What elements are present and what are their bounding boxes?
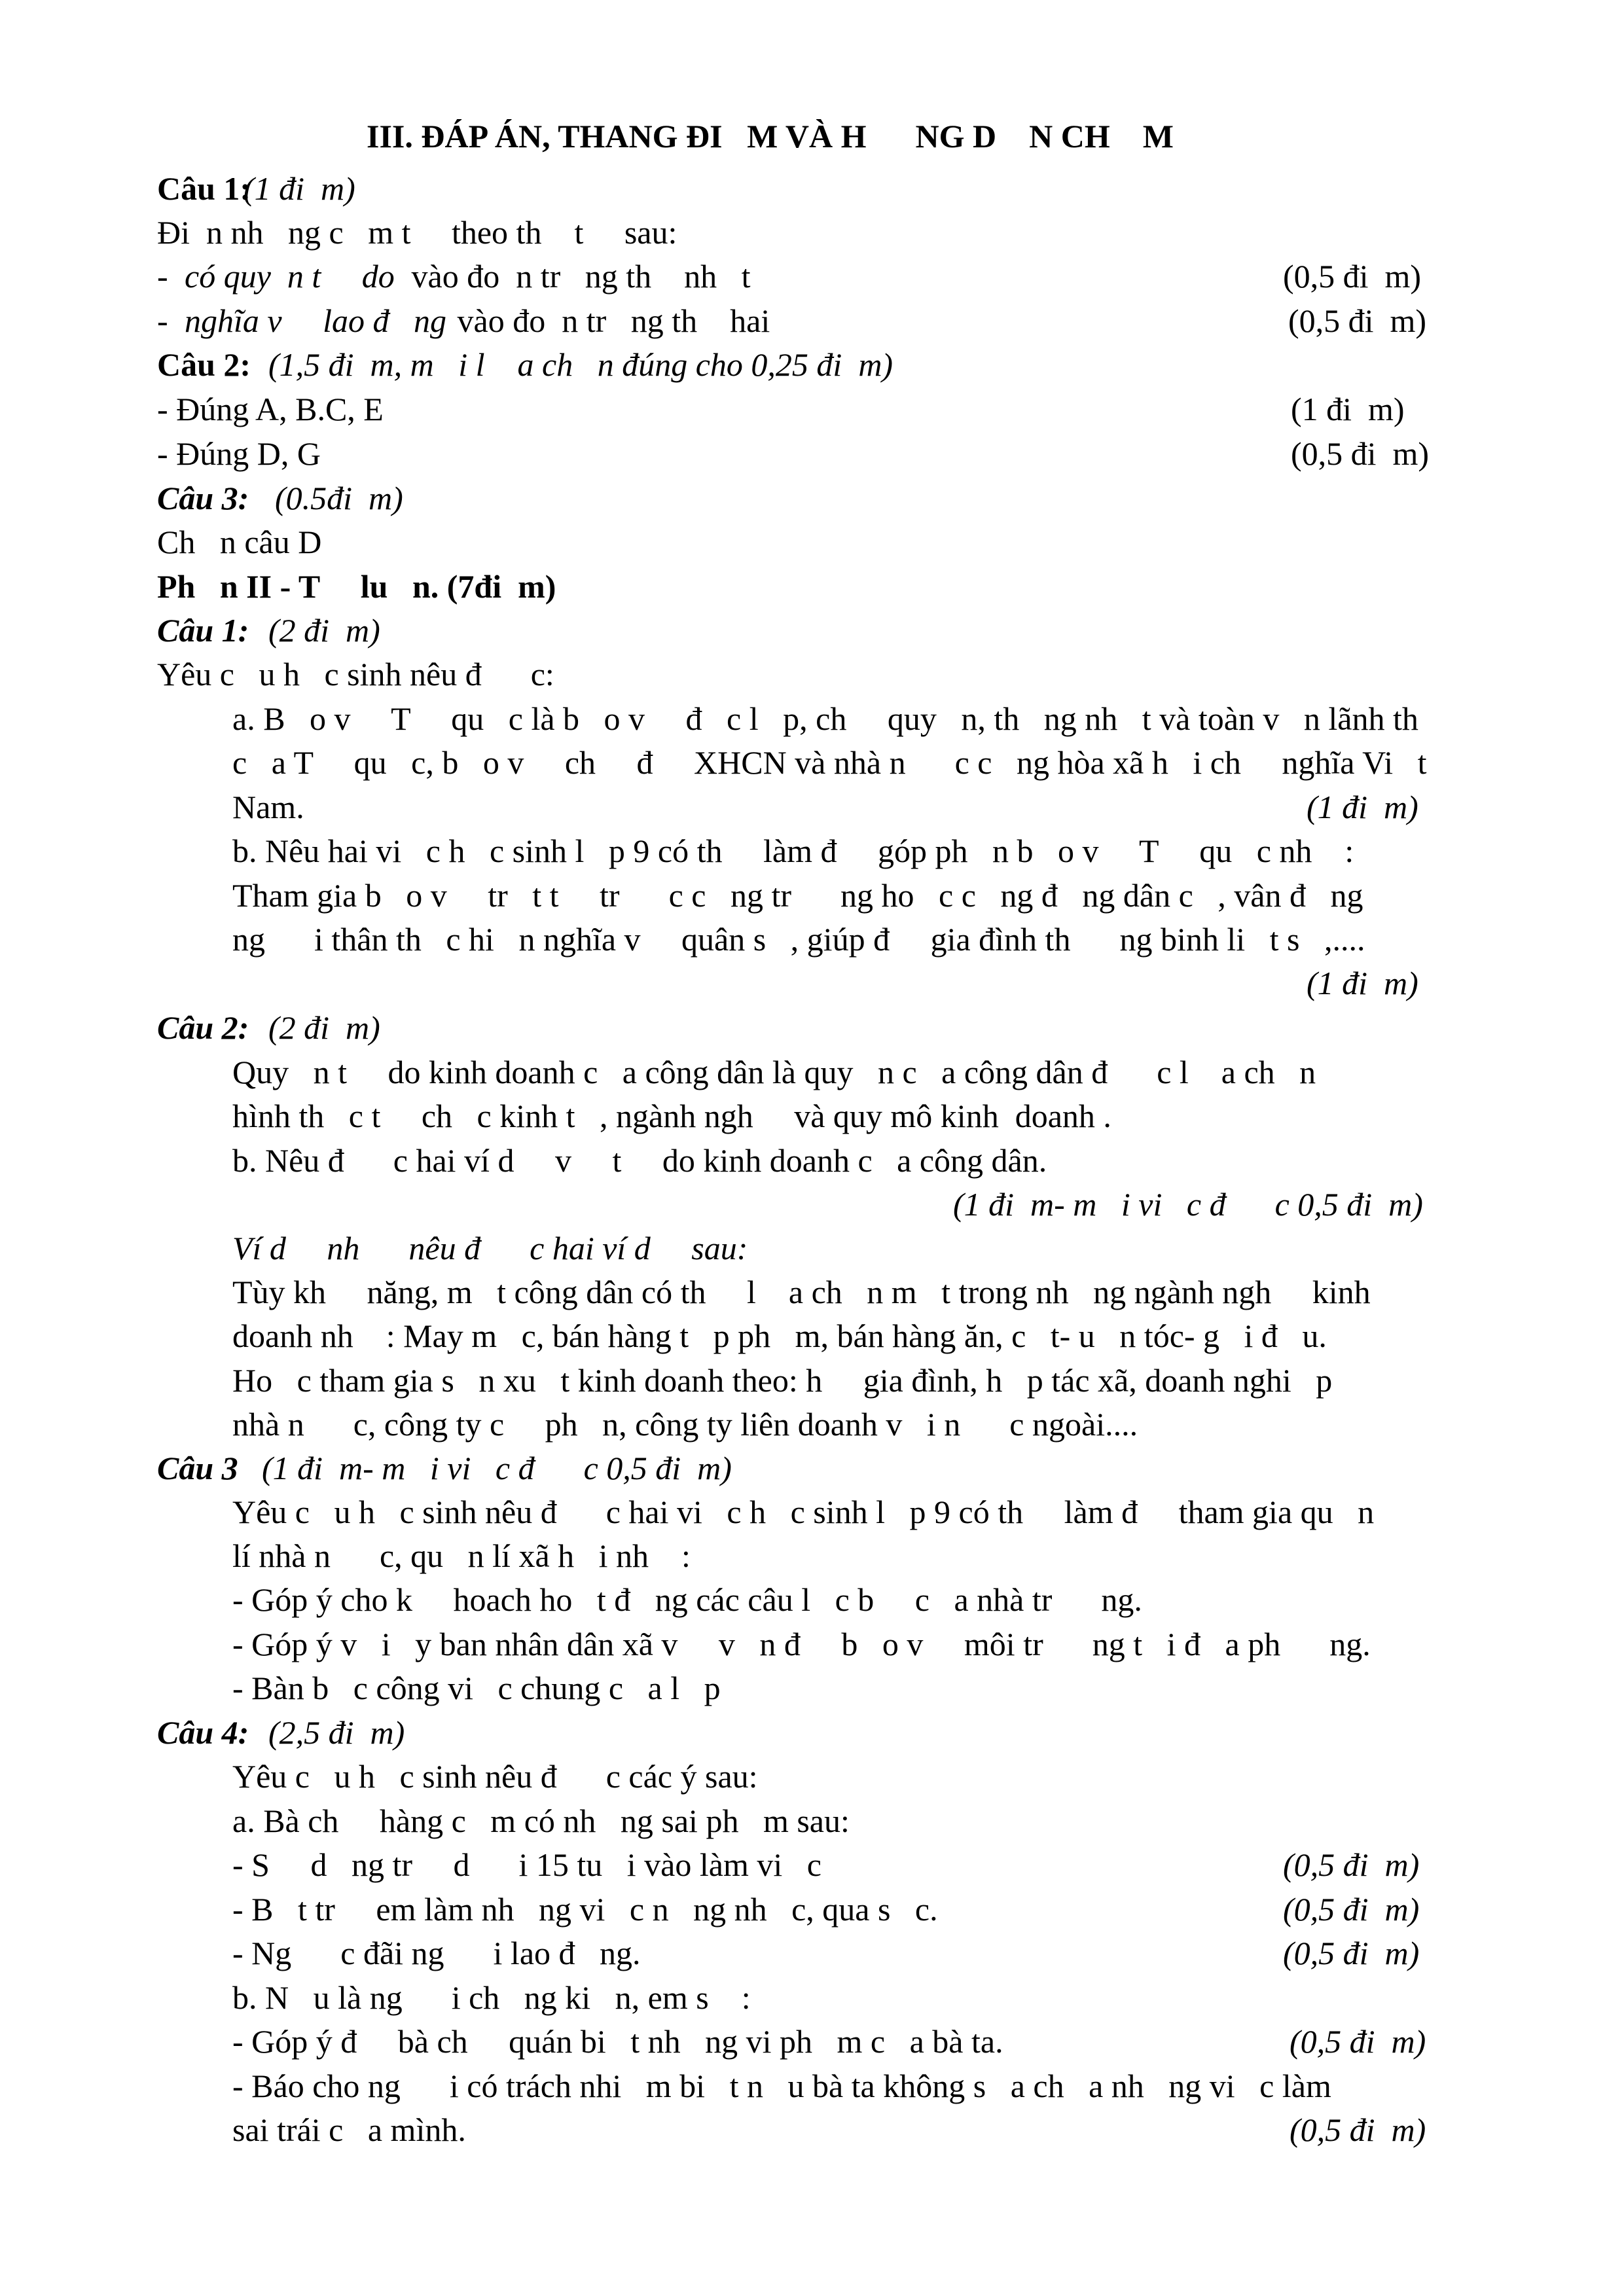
text-line: b. Nêu đ c hai ví d v t do kinh doanh c a công dân. [232, 1142, 1047, 1179]
text-line: - Góp ý đ bà ch quán bi t nh ng vi ph m c a bà ta. [232, 2023, 1003, 2060]
text-line: Ví d nh nêu đ c hai ví d sau: [232, 1230, 748, 1266]
text-line: Ph n II - T lu n. (7đi m) [157, 568, 556, 605]
text-line: - Đúng A, B.C, E [157, 391, 384, 427]
text-line: vào đo n tr ng th hai [449, 302, 770, 339]
text-line: (0,5 đi m) [1283, 1846, 1420, 1883]
text-line: Câu 2: [157, 346, 259, 383]
text-line: Yêu c u h c sinh nêu đ c hai vi c h c sinh l p 9 có th làm đ tham gia qu n [232, 1494, 1375, 1530]
text-line: vào đo n tr ng th nh t [403, 258, 751, 295]
text-line: doanh nh : May m c, bán hàng t p ph m, bán hàng ăn, c t- u n tóc- g i đ u. [232, 1318, 1327, 1354]
text-line: sai trái c a mình. [232, 2111, 466, 2148]
text-line: - Báo cho ng i có trách nhi m bi t n u bà ta không s a ch a nh ng vi c làm [232, 2068, 1331, 2104]
text-line: - Ng c đãi ng i lao đ ng. [232, 1935, 641, 1971]
text-line: b. N u là ng i ch ng ki n, em s : [232, 1979, 751, 2016]
text-line: - Bàn b c công vi c chung c a l p [232, 1670, 721, 1706]
text-line: Câu 3 [157, 1450, 247, 1486]
text-line: Câu 3: [157, 480, 266, 516]
text-line: (1 đi m- m i vi c đ c 0,5 đi m) [953, 1186, 1423, 1223]
text-line: Câu 1: [157, 170, 259, 207]
text-line: (0,5 đi m) [1283, 1891, 1420, 1928]
text-line: - [157, 302, 177, 339]
text-line: - Góp ý v i y ban nhân dân xã v v n đ b o v môi tr ng t i đ a ph ng. [232, 1626, 1371, 1662]
text-line: - B t tr em làm nh ng vi c n ng nh c, qua s c. [232, 1891, 938, 1928]
text-line: (0,5 đi m) [1291, 435, 1430, 472]
text-line: b. Nêu hai vi c h c sinh l p 9 có th làm đ góp ph n b o v T qu c nh : [232, 833, 1354, 869]
text-line: a. Bà ch hàng c m có nh ng sai ph m sau: [232, 1803, 850, 1839]
text-line: (1 đi m) [244, 170, 355, 207]
text-line: (2 đi m) [268, 612, 380, 649]
text-line: Tùy kh năng, m t công dân có th l a ch n m t trong nh ng ngành ngh kinh [232, 1274, 1371, 1310]
text-line: có quy n t do [185, 258, 395, 295]
text-line: (0,5 đi m) [1283, 258, 1422, 295]
text-line: (2 đi m) [268, 1009, 380, 1046]
text-line: - Góp ý cho k hoach ho t đ ng các câu l c b c a nhà tr ng. [232, 1581, 1142, 1618]
text-line: Tham gia b o v tr t t tr c c ng tr ng ho c c ng đ ng dân c , vân đ ng [232, 877, 1363, 914]
text-line: (1 đi m) [1307, 965, 1418, 1001]
text-line: ng i thân th c hi n nghĩa v quân s , giúp đ gia đình th ng binh li t s ,.... [232, 921, 1365, 958]
text-line: Nam. [232, 789, 304, 825]
text-line: Quy n t do kinh doanh c a công dân là quy n c a công dân đ c l a ch n [232, 1054, 1316, 1090]
text-line: Câu 4: [157, 1714, 257, 1751]
text-line: (0.5đi m) [275, 480, 403, 516]
text-line: - S d ng tr d i 15 tu i vào làm vi c [232, 1846, 821, 1883]
text-line: (0,5 đi m) [1290, 2111, 1426, 2148]
text-line: Câu 2: [157, 1009, 257, 1046]
text-line: hình th c t ch c kinh t , ngành ngh và quy mô kinh doanh . [232, 1098, 1111, 1134]
text-line: (0,5 đi m) [1283, 1935, 1420, 1971]
text-line: (2,5 đi m) [268, 1714, 405, 1751]
text-line: - Đúng D, G [157, 435, 321, 472]
text-line: Câu 1: [157, 612, 257, 649]
text-line: c a T qu c, b o v ch đ XHCN và nhà n c c ng hòa xã h i ch nghĩa Vi t [232, 744, 1427, 781]
text-line: (1 đi m- m i vi c đ c 0,5 đi m) [262, 1450, 732, 1486]
text-line: Đi n nh ng c m t theo th t sau: [157, 214, 677, 251]
text-line: Yêu c u h c sinh nêu đ c các ý sau: [232, 1758, 758, 1795]
page-title: III. ĐÁP ÁN, THANG ĐI M VÀ H NG D N CH M [367, 118, 1174, 154]
text-line: nhà n c, công ty c ph n, công ty liên doanh v i n c ngoài.... [232, 1406, 1138, 1443]
text-line: (0,5 đi m) [1288, 302, 1427, 339]
text-line: nghĩa v lao đ ng [185, 302, 446, 339]
text-line: - [157, 258, 177, 295]
text-line: (1 đi m) [1307, 789, 1418, 825]
text-line: (0,5 đi m) [1290, 2023, 1426, 2060]
text-line: (1,5 đi m, m i l a ch n đúng cho 0,25 đi m) [268, 346, 893, 383]
text-line: Yêu c u h c sinh nêu đ c: [157, 656, 554, 692]
text-line: Ho c tham gia s n xu t kinh doanh theo: h gia đình, h p tác xã, doanh nghi p [232, 1362, 1333, 1399]
text-line: a. B o v T qu c là b o v đ c l p, ch quy n, th ng nh t và toàn v n lãnh th [232, 700, 1418, 737]
text-line: Ch n câu D [157, 524, 322, 560]
text-line: (1 đi m) [1291, 391, 1405, 427]
text-line: lí nhà n c, qu n lí xã h i nh : [232, 1537, 691, 1574]
